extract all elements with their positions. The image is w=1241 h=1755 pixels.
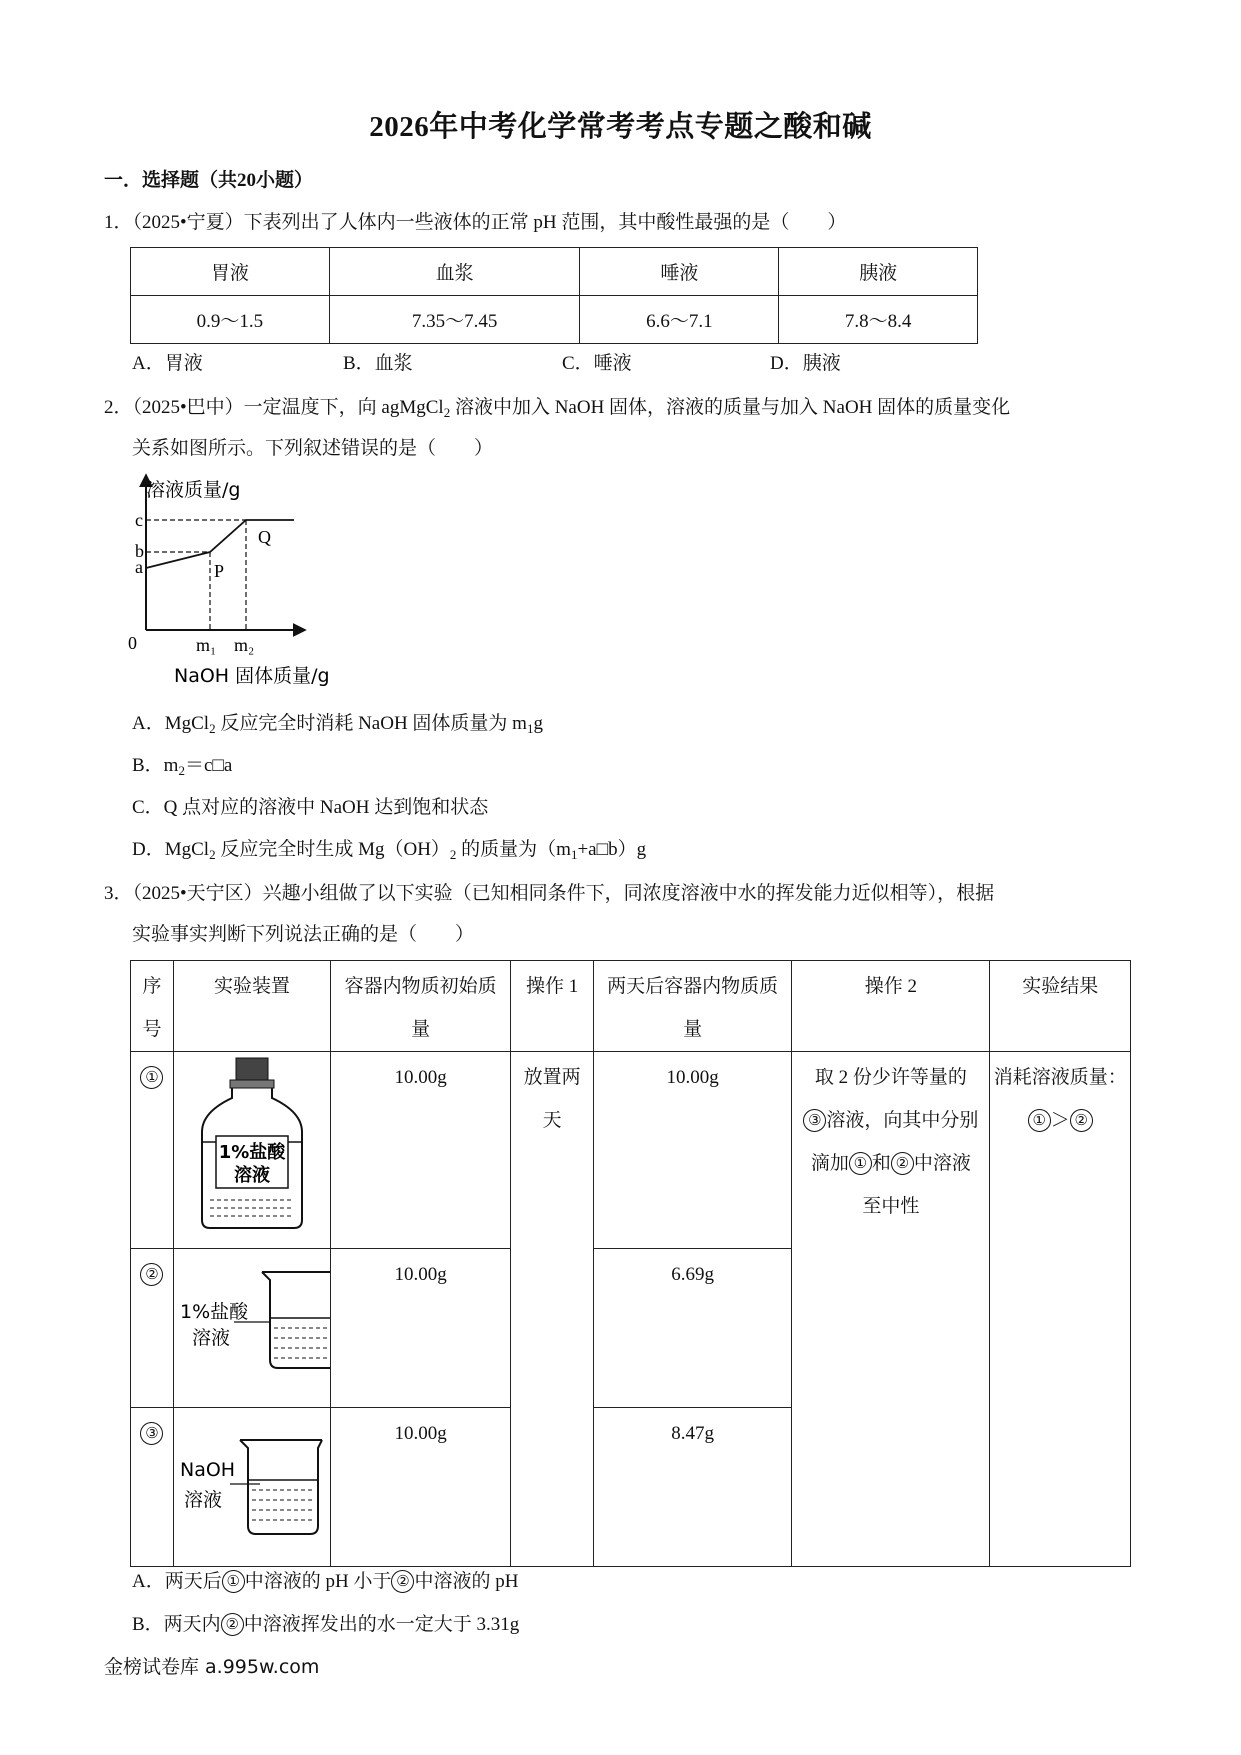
q1-option-d[interactable]: D．胰液: [770, 353, 841, 374]
beaker-image: [174, 1260, 330, 1380]
q1-header-cell: 血浆: [329, 248, 580, 296]
q3-result: 消耗溶液质量： ① ＞ ②: [990, 1052, 1131, 1567]
q3-init-mass: 10.00g: [330, 1408, 510, 1567]
q3-header-no: 序号: [131, 961, 174, 1052]
graph-point-label: P: [214, 561, 225, 581]
q3-device-cell: [173, 1249, 330, 1408]
q3-header-device: 实验装置: [173, 961, 330, 1052]
page-title: 2026年中考化学常考考点专题之酸和碱: [369, 111, 872, 143]
q3-header-after: 两天后容器内物质质量: [594, 961, 792, 1052]
section-heading: 一．选择题（共20小题）: [104, 170, 314, 191]
q1-option-c[interactable]: C．唾液: [562, 353, 632, 374]
q2-option-d[interactable]: D．MgCl$_2$ 反应完全时生成 $Mg(OH)_2$ 的质量为$(m_1+a□b)g$: [132, 839, 647, 862]
bottle-label: 1%盐酸: [218, 1142, 286, 1163]
beaker-label: 溶液: [183, 1489, 222, 1511]
q2-option-b[interactable]: B．$m_2=c□a$: [132, 755, 233, 778]
beaker-label: 溶液: [191, 1327, 230, 1349]
graph-xtick: m₁: [196, 635, 217, 655]
graph-origin: 0: [128, 633, 137, 653]
q1-stem: 1．（2025•宁夏）下表列出了人体内一些液体的正常 pH 范围，其中酸性最强的是（ ）: [104, 212, 847, 233]
q1-header-cell: 胰液: [779, 248, 978, 296]
q1-value-cell: 7.35～7.45: [329, 296, 580, 344]
q2-stem-line1: 2．（2025•巴中）一定温度下，向 agMgCl$_2$ 溶液中加入 NaOH 固体，溶液的质量与加入 NaOH 固体的质量变化: [104, 397, 1011, 420]
q2-option-a[interactable]: A．MgCl$_2$ 反应完全时消耗 NaOH 固体质量为 $m_1g$: [132, 713, 543, 736]
q3-init-mass: 10.00g: [330, 1052, 510, 1249]
q3-op2: 取 2 份少许等量的 ③ 溶液，向其中分别 滴加 ① 和 ② 中溶液 至中性: [792, 1052, 990, 1567]
q3-after-mass: 8.47g: [594, 1408, 792, 1567]
bottle-label: 溶液: [233, 1165, 270, 1186]
q2-option-c[interactable]: C．Q 点对应的溶液中 NaOH 达到饱和状态: [132, 797, 489, 818]
q3-after-mass: 6.69g: [594, 1249, 792, 1408]
graph-ytick: a: [135, 557, 143, 577]
q2-stem-line2: 关系如图所示。下列叙述错误的是（ ）: [132, 438, 494, 459]
graph-ytick: c: [135, 510, 143, 530]
q1-option-a[interactable]: A．胃液: [132, 353, 203, 374]
q3-option-b[interactable]: B．两天内 ② 中溶液挥发出的水一定大于 3.31g: [132, 1614, 520, 1635]
q3-header-op1: 操作 1: [511, 961, 594, 1052]
q3-op1: 放置两天: [511, 1052, 594, 1567]
q3-experiment-table: [130, 960, 1131, 1567]
q1-option-b[interactable]: B．血浆: [343, 353, 413, 374]
q3-stem-line1: 3．（2025•天宁区）兴趣小组做了以下实验（已知相同条件下，同浓度溶液中水的挥发能力近似相等），根据: [104, 883, 995, 904]
graph-ylabel: 溶液质量/g: [146, 479, 241, 501]
q3-header-init: 容器内物质初始质量: [330, 961, 510, 1052]
graph-ytick: b: [135, 541, 144, 561]
q3-device-cell: [173, 1052, 330, 1249]
footer-watermark: 金榜试卷库 a.995w.com: [104, 1656, 320, 1678]
q3-init-mass: 10.00g: [330, 1249, 510, 1408]
q1-header-cell: 唾液: [580, 248, 779, 296]
q3-stem-line2: 实验事实判断下列说法正确的是（ ）: [132, 924, 475, 945]
graph-point-label: Q: [258, 527, 271, 547]
beaker-image: [174, 1414, 330, 1544]
beaker-label: 1%盐酸: [179, 1301, 249, 1323]
graph-xtick: m₂: [234, 635, 255, 655]
q3-row-no: ①: [131, 1052, 174, 1249]
q3-device-cell: [173, 1408, 330, 1567]
q3-option-a[interactable]: A．两天后 ① 中溶液的 pH 小于 ② 中溶液的 pH: [132, 1571, 519, 1592]
q1-value-cell: 0.9～1.5: [131, 296, 330, 344]
q1-ph-table: [130, 247, 978, 344]
beaker-label: NaOH: [179, 1459, 236, 1481]
q3-header-op2: 操作 2: [792, 961, 990, 1052]
graph-xlabel: NaOH 固体质量/g: [174, 665, 330, 687]
q1-header-cell: 胃液: [131, 248, 330, 296]
q3-row-no: ②: [131, 1249, 174, 1408]
q3-header-result: 实验结果: [990, 961, 1131, 1052]
q1-value-cell: 6.6～7.1: [580, 296, 779, 344]
q1-value-cell: 7.8～8.4: [779, 296, 978, 344]
reagent-bottle-image: [192, 1052, 312, 1232]
q3-row-no: ③: [131, 1408, 174, 1567]
q3-after-mass: 10.00g: [594, 1052, 792, 1249]
q2-graph: [128, 470, 364, 690]
